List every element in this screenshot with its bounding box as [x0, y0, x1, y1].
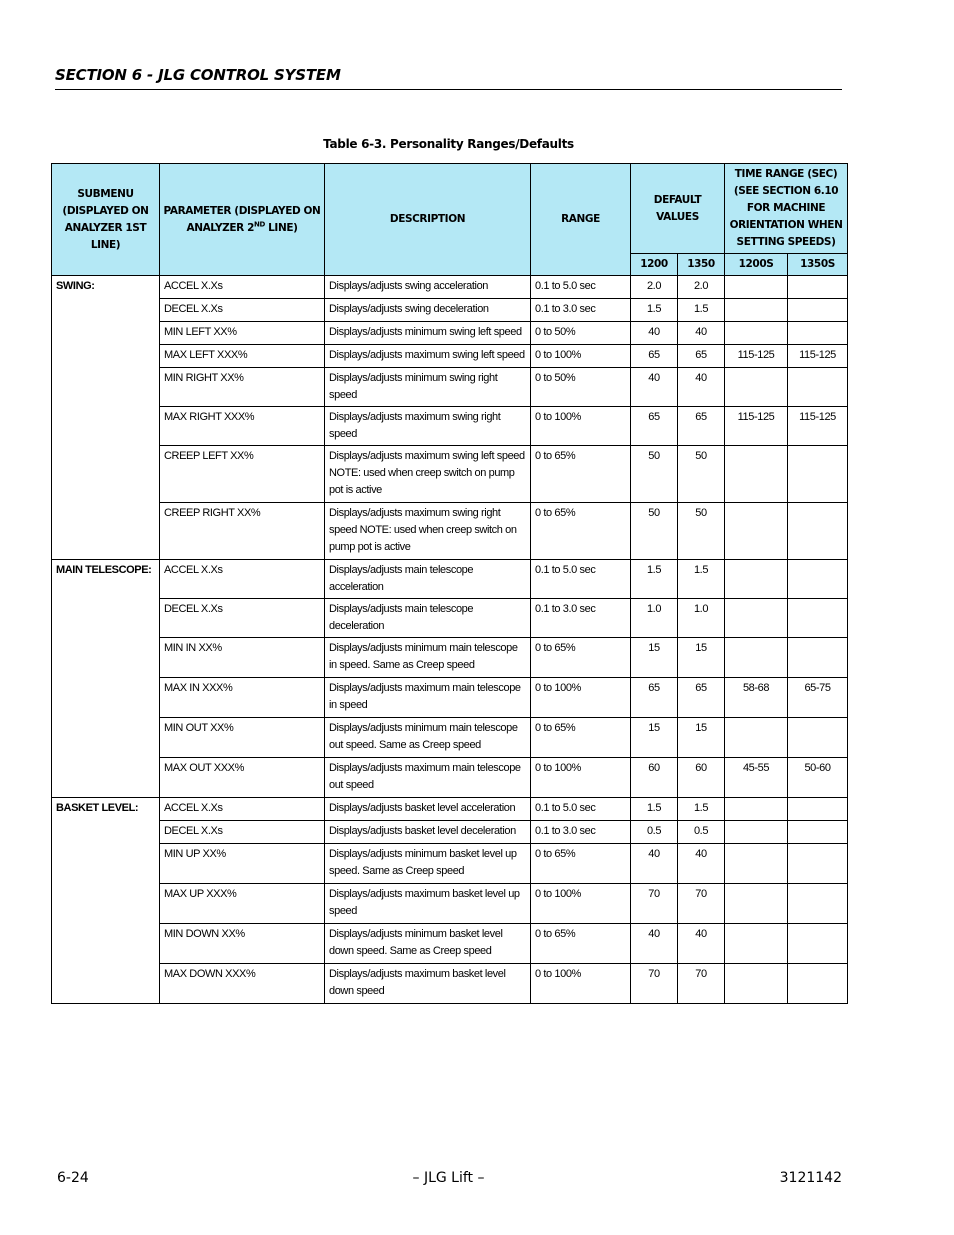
time-1350s-cell [788, 884, 848, 924]
default-1200-cell: 1.5 [631, 560, 678, 599]
parameter-cell: MAX RIGHT XXX% [160, 407, 325, 446]
time-1350s-cell: 115-125 [788, 407, 848, 446]
default-1200-cell: 15 [631, 638, 678, 678]
description-cell: Displays/adjusts maximum swing left speed [325, 345, 531, 368]
parameter-cell: MIN UP XX% [160, 844, 325, 884]
submenu-cell: SWING: [52, 276, 160, 560]
col-1350-header: 1350 [678, 254, 725, 276]
col-1200s-header: 1200S [725, 254, 788, 276]
time-1350s-cell [788, 503, 848, 560]
range-cell: 0.1 to 3.0 sec [531, 299, 631, 322]
parameter-cell: MAX LEFT XXX% [160, 345, 325, 368]
table-row [52, 924, 848, 964]
parameter-cell: MAX IN XXX% [160, 678, 325, 718]
col-submenu-header: SUBMENU (DISPLAYED ON ANALYZER 1ST LINE) [52, 164, 160, 276]
parameter-cell: DECEL X.Xs [160, 821, 325, 844]
time-1200s-cell [725, 599, 788, 638]
time-1200s-cell [725, 884, 788, 924]
time-1350s-cell [788, 599, 848, 638]
table-row [52, 368, 848, 407]
parameter-cell: DECEL X.Xs [160, 299, 325, 322]
time-1350s-cell [788, 964, 848, 1004]
description-cell: Displays/adjusts main telescope deceleration [325, 599, 531, 638]
default-1200-cell: 1.5 [631, 798, 678, 821]
personality-ranges-table [51, 163, 848, 1004]
time-1200s-cell [725, 322, 788, 345]
time-1350s-cell: 50-60 [788, 758, 848, 798]
default-1350-cell: 60 [678, 758, 725, 798]
default-1200-cell: 40 [631, 322, 678, 345]
default-1200-cell: 65 [631, 407, 678, 446]
description-cell: Displays/adjusts minimum swing left speed [325, 322, 531, 345]
description-cell: Displays/adjusts minimum basket level down speed. Same as Creep speed [325, 924, 531, 964]
parameter-cell: ACCEL X.Xs [160, 798, 325, 821]
table-body [52, 276, 848, 1004]
time-1350s-cell [788, 844, 848, 884]
description-cell: Displays/adjusts main telescope acceleration [325, 560, 531, 599]
table-row [52, 964, 848, 1004]
time-1200s-cell [725, 718, 788, 758]
description-cell: Displays/adjusts basket level acceleration [325, 798, 531, 821]
default-1350-cell: 40 [678, 322, 725, 345]
table-row [52, 560, 848, 599]
table-row [52, 821, 848, 844]
time-1200s-cell [725, 638, 788, 678]
range-cell: 0.1 to 5.0 sec [531, 560, 631, 599]
range-cell: 0.1 to 5.0 sec [531, 276, 631, 299]
range-cell: 0 to 65% [531, 924, 631, 964]
col-time-range-header: TIME RANGE (SEC) (SEE SECTION 6.10 FOR MACHINE ORIENTATION WHEN SETTING SPEEDS) [725, 164, 848, 254]
default-1350-cell: 15 [678, 718, 725, 758]
default-1350-cell: 2.0 [678, 276, 725, 299]
description-cell: Displays/adjusts maximum main telescope out speed [325, 758, 531, 798]
default-1350-cell: 0.5 [678, 821, 725, 844]
default-1350-cell: 1.5 [678, 560, 725, 599]
time-1350s-cell [788, 560, 848, 599]
default-1350-cell: 40 [678, 368, 725, 407]
default-1200-cell: 40 [631, 844, 678, 884]
range-cell: 0 to 100% [531, 964, 631, 1004]
time-1350s-cell: 65-75 [788, 678, 848, 718]
range-cell: 0 to 65% [531, 638, 631, 678]
parameter-cell: CREEP LEFT XX% [160, 446, 325, 503]
table-row [52, 446, 848, 503]
default-1350-cell: 1.5 [678, 299, 725, 322]
col-description-header: DESCRIPTION [325, 164, 531, 276]
col-range-header: RANGE [531, 164, 631, 276]
time-1200s-cell: 115-125 [725, 407, 788, 446]
time-1200s-cell: 58-68 [725, 678, 788, 718]
time-1200s-cell [725, 368, 788, 407]
default-1200-cell: 70 [631, 964, 678, 1004]
range-cell: 0 to 100% [531, 678, 631, 718]
time-1200s-cell [725, 503, 788, 560]
table-row [52, 407, 848, 446]
table-row [52, 798, 848, 821]
time-1350s-cell [788, 299, 848, 322]
time-1200s-cell [725, 560, 788, 599]
time-1350s-cell [788, 446, 848, 503]
table-row [52, 758, 848, 798]
default-1200-cell: 50 [631, 446, 678, 503]
table-row [52, 638, 848, 678]
range-cell: 0.1 to 3.0 sec [531, 599, 631, 638]
parameter-cell: MAX DOWN XXX% [160, 964, 325, 1004]
default-1350-cell: 40 [678, 924, 725, 964]
time-1350s-cell [788, 368, 848, 407]
default-1200-cell: 1.0 [631, 599, 678, 638]
default-1350-cell: 15 [678, 638, 725, 678]
default-1350-cell: 65 [678, 407, 725, 446]
default-1200-cell: 65 [631, 345, 678, 368]
default-1200-cell: 15 [631, 718, 678, 758]
submenu-cell: BASKET LEVEL: [52, 798, 160, 1004]
description-cell: Displays/adjusts maximum main telescope in speed [325, 678, 531, 718]
col-1350s-header: 1350S [788, 254, 848, 276]
default-1350-cell: 70 [678, 964, 725, 1004]
default-1200-cell: 40 [631, 924, 678, 964]
table-row [52, 599, 848, 638]
description-cell: Displays/adjusts swing acceleration [325, 276, 531, 299]
description-cell: Displays/adjusts maximum swing right speed NOTE: used when creep switch on pump pot is active [325, 503, 531, 560]
description-cell: Displays/adjusts maximum basket level down speed [325, 964, 531, 1004]
time-1350s-cell [788, 322, 848, 345]
time-1200s-cell [725, 844, 788, 884]
default-1200-cell: 1.5 [631, 299, 678, 322]
range-cell: 0 to 100% [531, 407, 631, 446]
parameter-cell: MIN RIGHT XX% [160, 368, 325, 407]
parameter-cell: ACCEL X.Xs [160, 276, 325, 299]
page-number: 6-24 [57, 1170, 89, 1186]
table-caption: Table 6-3. Personality Ranges/Defaults [323, 137, 574, 151]
default-1350-cell: 40 [678, 844, 725, 884]
default-1350-cell: 1.0 [678, 599, 725, 638]
submenu-cell: MAIN TELESCOPE: [52, 560, 160, 798]
default-1350-cell: 50 [678, 446, 725, 503]
range-cell: 0 to 100% [531, 345, 631, 368]
time-1200s-cell [725, 299, 788, 322]
time-1200s-cell [725, 446, 788, 503]
default-1200-cell: 2.0 [631, 276, 678, 299]
time-1350s-cell [788, 718, 848, 758]
table-row [52, 884, 848, 924]
description-cell: Displays/adjusts basket level deceleration [325, 821, 531, 844]
range-cell: 0 to 65% [531, 844, 631, 884]
footer-brand: – JLG Lift – [412, 1170, 485, 1186]
table-row [52, 718, 848, 758]
parameter-cell: MIN IN XX% [160, 638, 325, 678]
default-1350-cell: 1.5 [678, 798, 725, 821]
time-1350s-cell [788, 924, 848, 964]
time-1350s-cell [788, 276, 848, 299]
default-1350-cell: 65 [678, 345, 725, 368]
range-cell: 0 to 65% [531, 503, 631, 560]
description-cell: Displays/adjusts minimum main telescope in speed. Same as Creep speed [325, 638, 531, 678]
table-row [52, 844, 848, 884]
parameter-header-suffix: LINE) [264, 221, 298, 234]
default-1350-cell: 65 [678, 678, 725, 718]
parameter-header-prefix: PARAMETER (DISPLAYED ON ANALYZER 2 [163, 204, 321, 234]
parameter-cell: DECEL X.Xs [160, 599, 325, 638]
range-cell: 0 to 50% [531, 322, 631, 345]
parameter-cell: MIN OUT XX% [160, 718, 325, 758]
time-1350s-cell: 115-125 [788, 345, 848, 368]
time-1350s-cell [788, 798, 848, 821]
default-1200-cell: 60 [631, 758, 678, 798]
description-cell: Displays/adjusts swing deceleration [325, 299, 531, 322]
table-row [52, 345, 848, 368]
parameter-cell: MIN DOWN XX% [160, 924, 325, 964]
default-1200-cell: 40 [631, 368, 678, 407]
table-row [52, 322, 848, 345]
parameter-cell: MAX UP XXX% [160, 884, 325, 924]
range-cell: 0.1 to 5.0 sec [531, 798, 631, 821]
description-cell: Displays/adjusts maximum basket level up speed [325, 884, 531, 924]
parameter-cell: MIN LEFT XX% [160, 322, 325, 345]
description-cell: Displays/adjusts maximum swing right speed [325, 407, 531, 446]
parameter-cell: ACCEL X.Xs [160, 560, 325, 599]
parameter-cell: MAX OUT XXX% [160, 758, 325, 798]
time-1200s-cell: 45-55 [725, 758, 788, 798]
table-row [52, 299, 848, 322]
description-cell: Displays/adjusts maximum swing left speed NOTE: used when creep switch on pump pot is active [325, 446, 531, 503]
range-cell: 0 to 100% [531, 758, 631, 798]
parameter-cell: CREEP RIGHT XX% [160, 503, 325, 560]
default-1200-cell: 65 [631, 678, 678, 718]
header-rule [55, 89, 842, 90]
default-1200-cell: 50 [631, 503, 678, 560]
document-number: 3121142 [779, 1170, 842, 1186]
time-1350s-cell [788, 821, 848, 844]
col-1200-header: 1200 [631, 254, 678, 276]
range-cell: 0 to 50% [531, 368, 631, 407]
col-parameter-header [160, 164, 325, 276]
parameter-header-sup: ND [254, 220, 265, 228]
time-1350s-cell [788, 638, 848, 678]
table-row [52, 503, 848, 560]
default-1350-cell: 50 [678, 503, 725, 560]
description-cell: Displays/adjusts minimum swing right speed [325, 368, 531, 407]
range-cell: 0 to 100% [531, 884, 631, 924]
section-title: SECTION 6 - JLG CONTROL SYSTEM [55, 66, 341, 84]
range-cell: 0 to 65% [531, 446, 631, 503]
table-row [52, 276, 848, 299]
time-1200s-cell [725, 276, 788, 299]
time-1200s-cell [725, 924, 788, 964]
table-row [52, 678, 848, 718]
col-default-values-header: DEFAULT VALUES [631, 164, 725, 254]
description-cell: Displays/adjusts minimum basket level up speed. Same as Creep speed [325, 844, 531, 884]
time-1200s-cell [725, 821, 788, 844]
time-1200s-cell [725, 964, 788, 1004]
description-cell: Displays/adjusts minimum main telescope out speed. Same as Creep speed [325, 718, 531, 758]
default-1200-cell: 70 [631, 884, 678, 924]
default-1200-cell: 0.5 [631, 821, 678, 844]
range-cell: 0 to 65% [531, 718, 631, 758]
time-1200s-cell [725, 798, 788, 821]
time-1200s-cell: 115-125 [725, 345, 788, 368]
range-cell: 0.1 to 3.0 sec [531, 821, 631, 844]
default-1350-cell: 70 [678, 884, 725, 924]
